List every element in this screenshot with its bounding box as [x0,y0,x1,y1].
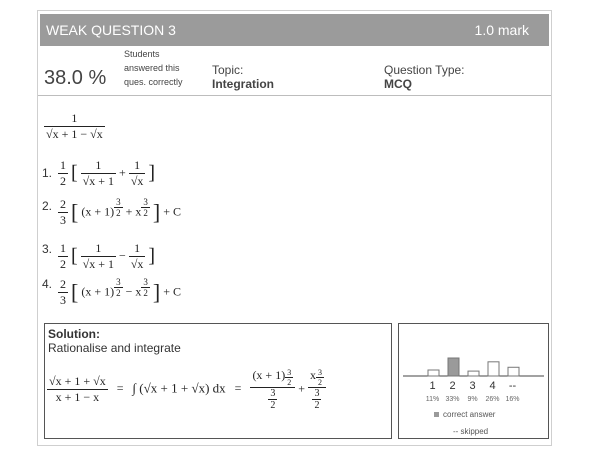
option-3-operator: − [119,248,126,263]
option-1-t2-den: √x [130,174,144,188]
chart-percent-label: 11% [425,396,440,403]
option-4-number: 4. [42,277,53,291]
topic-value: Integration [212,77,274,91]
students-caption [124,47,183,89]
option-2-constant: + C [163,204,181,219]
option-2-exp1-num: 3 [116,197,121,207]
option-1[interactable]: $\frac{1}{2}$ [ $\frac{1}{√x + 1}$ + $\frac{1}{√x}$ ] [60,158,156,188]
chart-bar-3 [468,371,479,376]
option-2-number: 2. [42,199,53,213]
option-3-number: 3. [42,242,53,256]
solution-r1-exp-den: 2 [287,378,292,387]
chart-bar--- [508,367,519,376]
marks-label: 1.0 mark [474,22,529,38]
chart-category-label: 3 [469,380,476,392]
option-3-coef-num: 1 [60,241,66,255]
chart-category-label: 1 [429,380,436,392]
option-2-exp2-den: 2 [143,208,148,218]
chart-bar-4 [488,362,499,376]
option-1-coef-num: 1 [60,158,66,172]
question-expression [44,111,105,142]
solution-r1-den-den: 2 [270,400,276,411]
chart-bar-1 [428,370,439,376]
option-4-coef-den: 3 [60,293,66,307]
option-4-operator: − [125,284,133,299]
solution-box [44,323,392,439]
legend-correct-label: correct answer [443,410,496,419]
solution-eq-2: = [234,381,242,396]
legend-correct-swatch [434,412,439,417]
solution-r1-base: (x + 1) [252,368,286,382]
option-2[interactable]: $\frac{2}{3}$ [ (x + 1) $\frac{3}{2}$ + x $\frac{3}{2}$ ] + C [60,197,181,227]
chart-category-label: -- [508,380,517,392]
option-2-base-2: x [135,204,142,219]
option-4-constant: + C [163,284,181,299]
option-1-operator: + [119,165,126,180]
card-title: WEAK QUESTION 3 [46,22,176,38]
option-4-exp1-num: 3 [116,277,121,287]
option-4-base-2: x [135,284,142,299]
topic-label: Topic: [212,63,244,77]
option-3-t1-den: √x + 1 [82,257,115,271]
legend-skipped-label: -- skipped [453,427,489,436]
option-2-coef-den: 3 [60,213,66,227]
solution-r2-den-num: 3 [314,388,320,399]
option-1-coef-den: 2 [60,174,66,188]
solution-r2-den-den: 2 [314,400,320,411]
response-chart-box [398,323,549,439]
chart-percent-label: 26% [485,396,500,403]
option-4-exp1-den: 2 [116,288,121,298]
option-3[interactable]: $\frac{1}{2}$ [ $\frac{1}{√x + 1}$ − $\frac{1}{√x}$ ] [60,241,156,271]
question-type-label: Question Type: [384,63,465,77]
solution-integral: ∫ (√x + 1 + √x) dx [132,380,226,396]
students-line-2: answered this [124,63,180,73]
option-4-coef-num: 2 [60,277,66,291]
solution-title: Solution: [48,327,100,341]
option-2-base-1: (x + 1) [81,204,115,219]
solution-r2-exp-num: 3 [317,368,322,377]
option-4-base-1: (x + 1) [81,284,115,299]
question-numerator: 1 [44,111,105,127]
solution-f1-den: x + 1 − x [55,390,100,404]
option-4[interactable]: $\frac{2}{3}$ [ (x + 1) $\frac{3}{2}$ − x $\frac{3}{2}$ ] + C [60,277,181,307]
option-1-t2-num: 1 [129,158,146,174]
option-4-exp2-den: 2 [143,288,148,298]
solution-subtitle: Rationalise and integrate [48,341,181,355]
option-4-exp2-num: 3 [143,277,148,287]
percent-correct: 38.0 % [44,67,107,89]
solution-f1-num: √x + 1 + √x [49,374,106,388]
solution-r1-den-num: 3 [270,388,276,399]
option-1-number: 1. [42,166,53,180]
option-2-coef-num: 2 [60,197,66,211]
chart-category-label: 2 [449,380,456,392]
solution-r2-exp-den: 2 [317,378,322,387]
title-bar [40,14,549,46]
option-1-t1-num: 1 [81,158,116,174]
response-chart [399,324,548,438]
option-2-exp1-den: 2 [116,208,121,218]
chart-percent-label: 9% [467,396,478,403]
chart-bar-2 [448,358,459,376]
option-3-coef-den: 2 [60,257,66,271]
option-3-t1-num: 1 [81,241,116,257]
solution-eq-1: = [116,381,124,396]
solution-r2-base: x [309,368,316,382]
chart-percent-label: 16% [505,396,520,403]
option-1-t1-den: √x + 1 [82,174,115,188]
students-line-1: Students [124,49,160,59]
chart-percent-label: 33% [445,396,460,403]
option-2-exp2-num: 3 [143,197,148,207]
chart-category-label: 4 [489,380,496,392]
solution-expression [47,368,326,411]
divider [38,95,551,96]
solution-r1-exp-num: 3 [287,368,292,377]
question-denominator: √x + 1 − √x [46,127,103,141]
option-2-operator: + [125,204,133,219]
option-3-t2-den: √x [130,257,144,271]
solution-plus: + [298,381,305,396]
question-type-value: MCQ [384,77,412,91]
question-card [37,10,552,446]
students-line-3: ques. correctly [124,77,183,87]
option-3-t2-num: 1 [129,241,146,257]
